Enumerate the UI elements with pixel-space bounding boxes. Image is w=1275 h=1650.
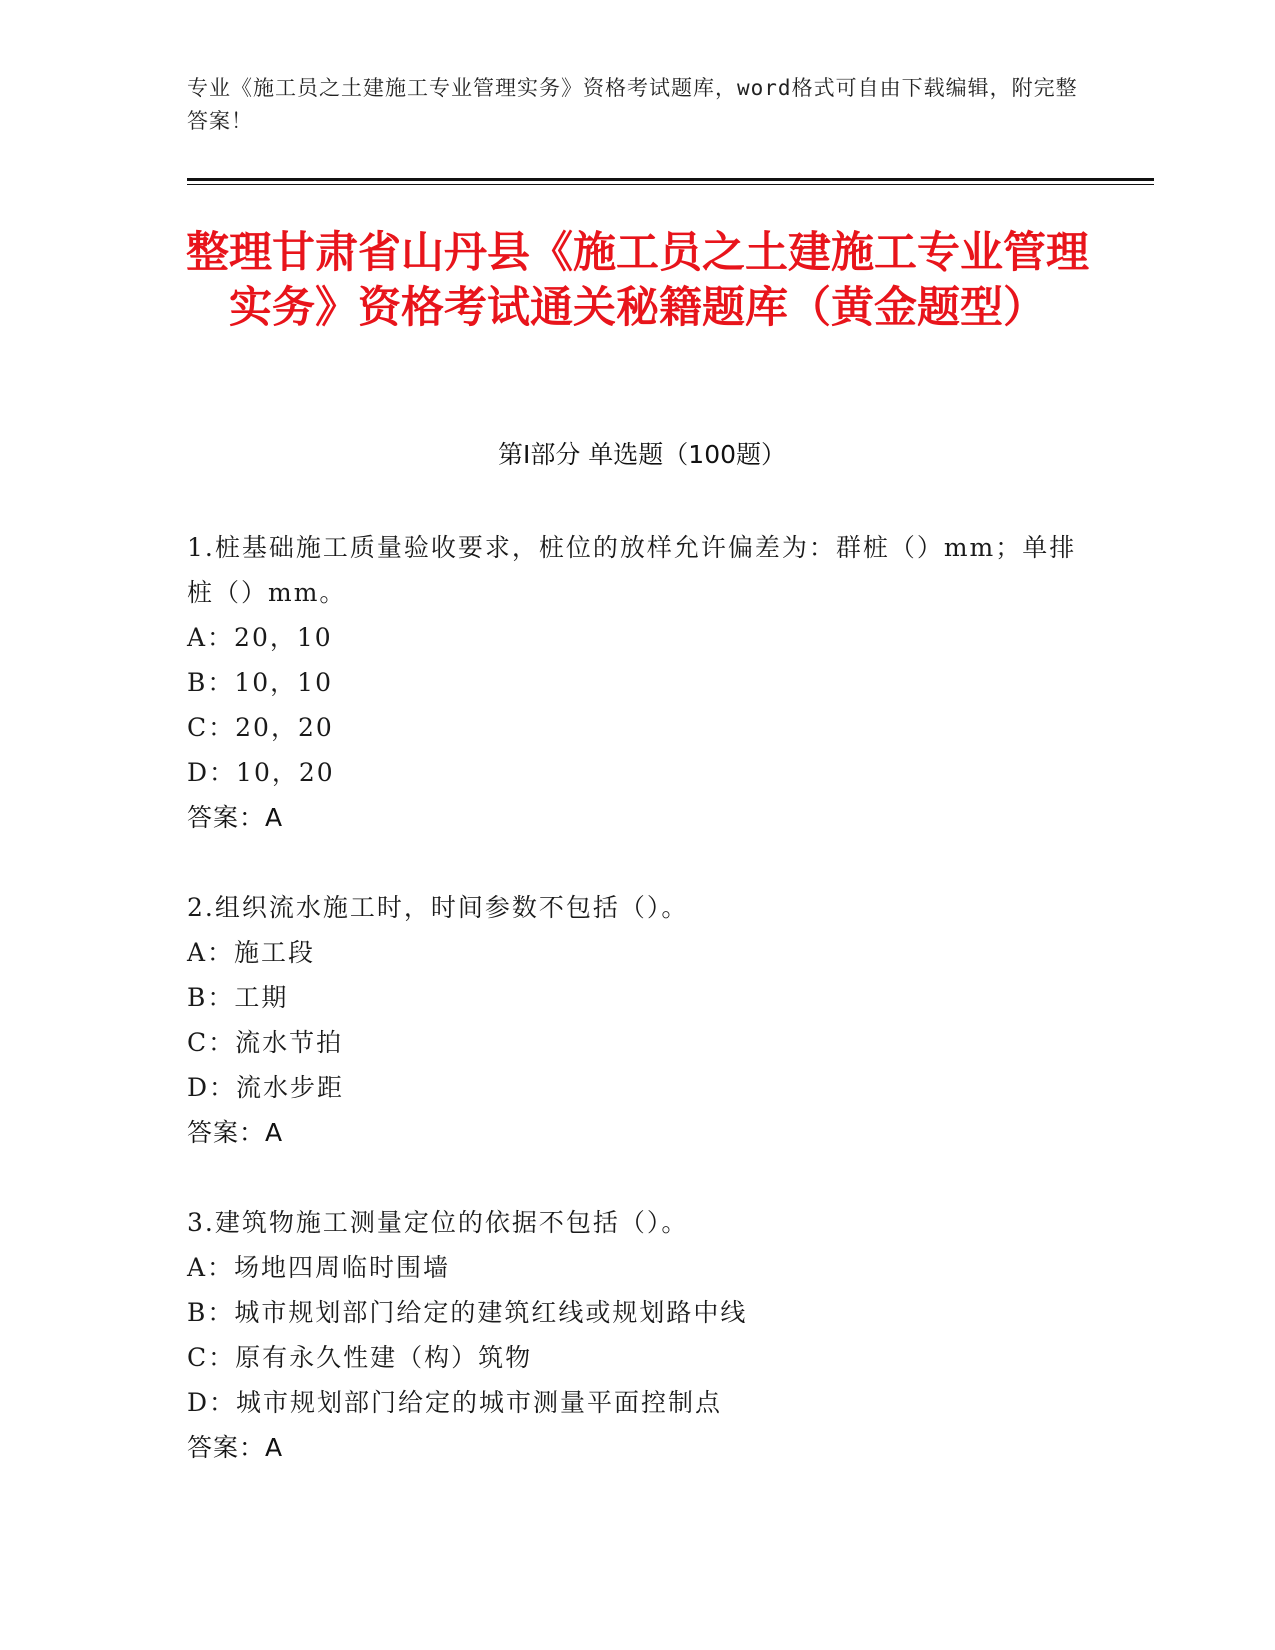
question-item <box>187 1200 1087 1470</box>
question-answer: 答案：A <box>187 1433 284 1462</box>
header-divider-thin <box>187 184 1154 185</box>
question-option-d: D：城市规划部门给定的城市测量平面控制点 <box>187 1388 723 1417</box>
question-text: 1.桩基础施工质量验收要求，桩位的放样允许偏差为：群桩（）mm；单排桩（）mm。 <box>187 533 1077 607</box>
question-answer: 答案：A <box>187 803 284 832</box>
header-divider-thick <box>187 178 1154 181</box>
question-option-c: C：流水节拍 <box>187 1028 344 1057</box>
section-title: 第I部分 单选题（100题） <box>497 440 787 469</box>
question-option-d: D：10，20 <box>187 758 335 787</box>
question-option-b: B：10，10 <box>187 668 333 697</box>
question-answer: 答案：A <box>187 1118 284 1147</box>
question-option-b: B：城市规划部门给定的建筑红线或规划路中线 <box>187 1298 748 1327</box>
question-option-a: A：施工段 <box>187 938 316 967</box>
question-option-a: A：20，10 <box>187 623 333 652</box>
question-option-a: A：场地四周临时围墙 <box>187 1253 451 1282</box>
question-option-c: C：20，20 <box>187 713 334 742</box>
document-title: 整理甘肃省山丹县《施工员之土建施工专业管理实务》资格考试通关秘籍题库（黄金题型） <box>186 228 1089 333</box>
header-note: 专业《施工员之土建施工专业管理实务》资格考试题库，word格式可自由下载编辑，附完整答案！ <box>187 76 1078 133</box>
question-text: 3.建筑物施工测量定位的依据不包括（）。 <box>187 1208 689 1237</box>
question-option-d: D：流水步距 <box>187 1073 345 1102</box>
question-list <box>187 525 1087 1515</box>
question-option-b: B：工期 <box>187 983 289 1012</box>
question-text: 2.组织流水施工时，时间参数不包括（）。 <box>187 893 689 922</box>
question-option-c: C：原有永久性建（构）筑物 <box>187 1343 533 1372</box>
question-item <box>187 525 1087 840</box>
question-item <box>187 885 1087 1155</box>
